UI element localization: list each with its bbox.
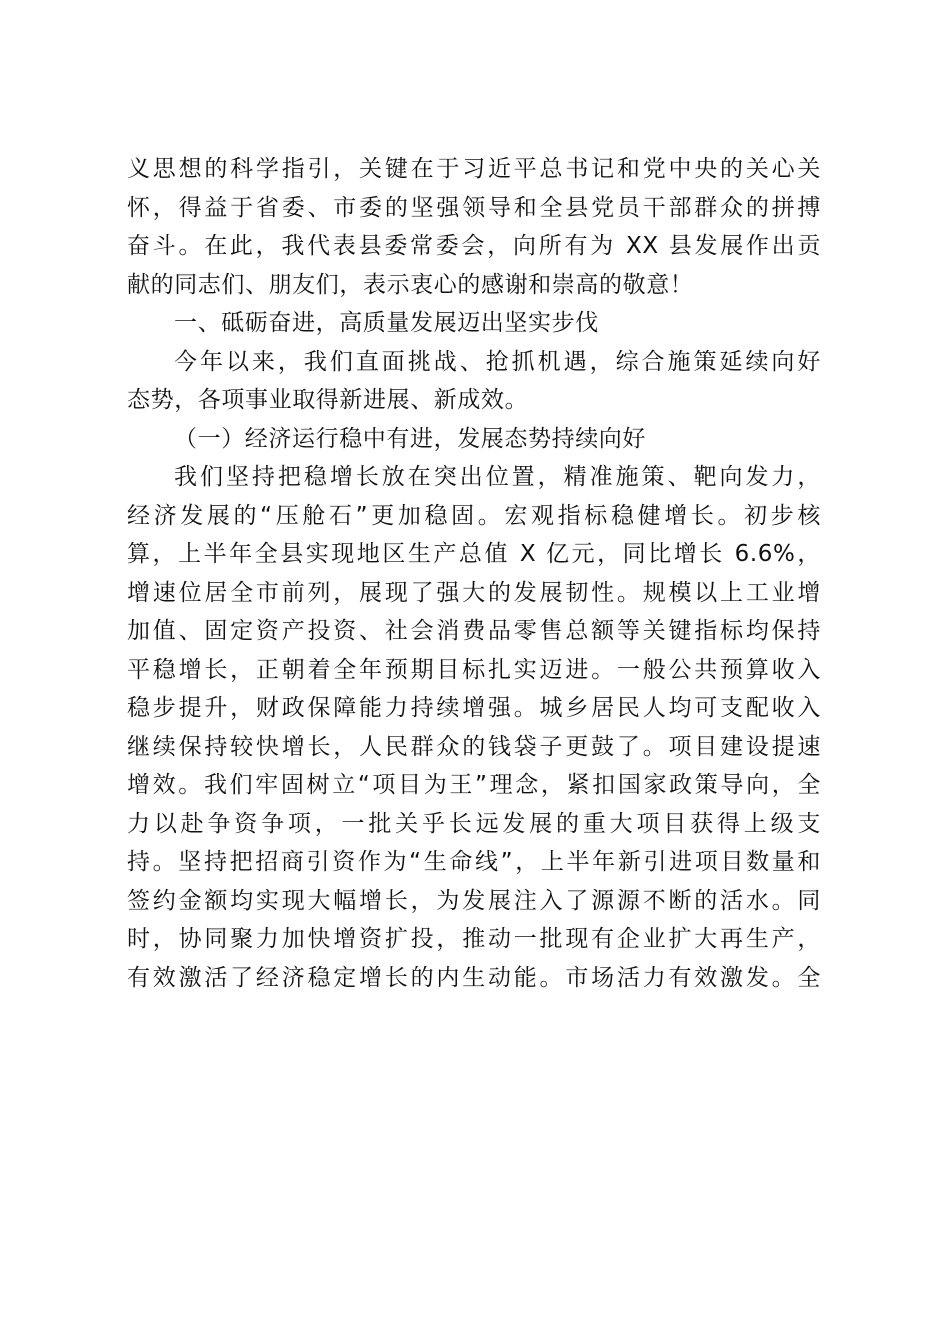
text-line: 增效。我们牢固树立“项目为王”理念，紧扣国家政策导向，全 bbox=[127, 772, 821, 798]
text-line: 时，协同聚力加快增资扩投，推动一批现有企业扩大再生产， bbox=[127, 926, 821, 952]
section-heading: 一、砥砺奋进，高质量发展迈出坚实步伐 bbox=[174, 310, 599, 336]
text-line: 持。坚持把招商引资作为“生命线”，上半年新引进项目数量和 bbox=[127, 849, 821, 875]
text-line: 今年以来，我们直面挑战、抢抓机遇，综合施策延续向好 bbox=[174, 348, 821, 375]
text-line: 怀，得益于省委、市委的坚强领导和全县党员干部群众的拼搏 bbox=[127, 194, 821, 221]
text-line: 平稳增长，正朝着全年预期目标扎实迈进。一般公共预算收入 bbox=[127, 656, 821, 683]
text-line: 有效激活了经济稳定增长的内生动能。市场活力有效激发。全 bbox=[127, 964, 821, 991]
text-line: 继续保持较快增长，人民群众的钱袋子更鼓了。项目建设提速 bbox=[127, 733, 821, 760]
text-line: 算，上半年全县实现地区生产总值 X 亿元，同比增长 6.6%， bbox=[127, 541, 821, 567]
text-line: 奋斗。在此，我代表县委常委会，向所有为 XX 县发展作出贡 bbox=[127, 233, 821, 259]
text-line: 稳步提升，财政保障能力持续增强。城乡居民人均可支配收入 bbox=[127, 695, 821, 721]
text-line: 加值、固定资产投资、社会消费品零售总额等关键指标均保持 bbox=[127, 618, 821, 644]
text-line: 力以赴争资争项，一批关乎长远发展的重大项目获得上级支 bbox=[127, 810, 821, 837]
text-line: 义思想的科学指引，关键在于习近平总书记和党中央的关心关 bbox=[127, 156, 821, 182]
text-line: 献的同志们、朋友们，表示衷心的感谢和崇高的敬意！ bbox=[127, 271, 694, 298]
text-line: 我们坚持把稳增长放在突出位置，精准施策、靶向发力， bbox=[174, 464, 821, 490]
text-line: 经济发展的“压舱石”更加稳固。宏观指标稳健增长。初步核 bbox=[127, 502, 821, 529]
subsection-heading: （一）经济运行稳中有进，发展态势持续向好 bbox=[174, 425, 646, 452]
text-line: 签约金额均实现大幅增长，为发展注入了源源不断的活水。同 bbox=[127, 887, 821, 914]
text-line: 增速位居全市前列，展现了强大的发展韧性。规模以上工业增 bbox=[127, 579, 821, 606]
document-body bbox=[127, 150, 821, 997]
text-line: 态势，各项事业取得新进展、新成效。 bbox=[127, 387, 529, 413]
